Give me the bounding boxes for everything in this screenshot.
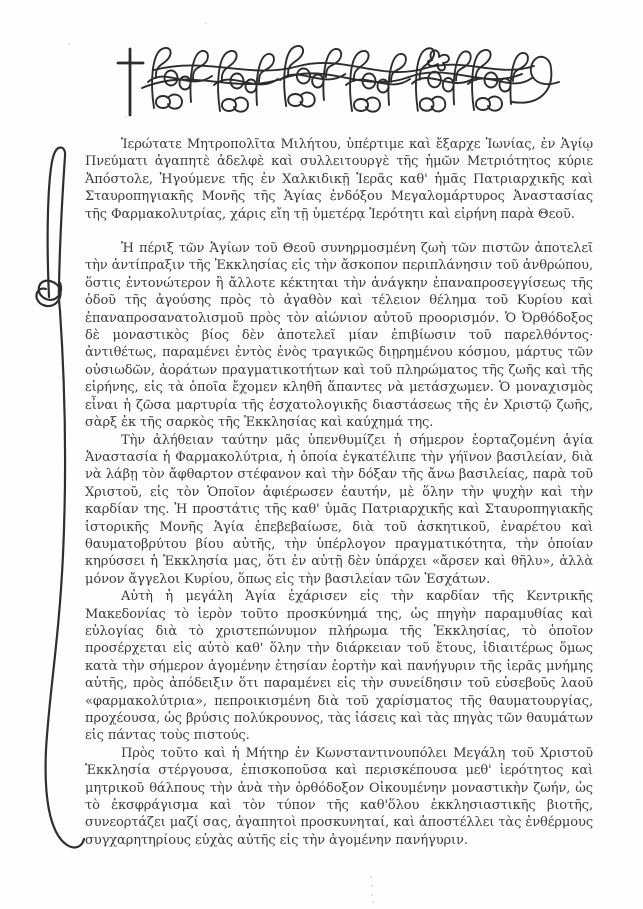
scan-speck [125,116,127,118]
body-paragraph-1: Ἡ πέριξ τῶν Ἁγίων τοῦ Θεοῦ συνηρμοσμένη ζωὴ τῶν πιστῶν ἀποτελεῖ τὴν ἀντίπραξιν τῆς Ἐκκλησίας εἰς τὴν ἄσκοπον περιπλάνησιν τοῦ ἀνθρώπου, ὅστις ἐντονώτερον ἢ ἄλλοτε κέκτηται τὴν ἀνάγκην ἐπαναπροσεγγίσεως τῆς ὁδοῦ τῆς ἀγούσης πρὸς τὸ ἀγαθὸν καὶ τέλειον θέλημα τοῦ Κυρίου καὶ ἐπαναπροσανατολισμοῦ πρὸς τὸν αἰώνιον αὐτοῦ προορισμόν. Ὁ Ὀρθόδοξος δὲ μοναστικὸς βίος δὲν ἀποτελεῖ μίαν ἐπιβίωσιν τοῦ παρελθόντος· ἀντιθέτως, παραμένει ἐντὸς ἑνὸς τραγικῶς διῃρημένου κόσμου, μάρτυς τῶν οὐσιωδῶν, ἀοράτων πραγματικοτήτων καὶ τοῦ πληρώματος τῆς ζωῆς καὶ τῆς εἰρήνης, εἰς τὰ ὁποῖα ἔχομεν κληθῆ ἅπαντες νὰ μετάσχωμεν. Ὁ μοναχισμὸς εἶναι ἡ ζῶσα μαρτυρία τῆς ἐσχατολογικῆς διαστάσεως τῆς ἐν Χριστῷ ζωῆς, σὰρξ ἐκ τῆς σαρκὸς τῆς Ἐκκλησίας καὶ καύχημά της. [85,241,593,431]
salutation-paragraph: Ἱερώτατε Μητροπολῖτα Μιλήτου, ὑπέρτιμε καὶ ἔξαρχε Ἰωνίας, ἐν Ἁγίῳ Πνεύματι ἀγαπητὲ ἀδελφὲ καὶ συλλειτουργὲ τῆς ἡμῶν Μετριότητος κύριε Ἀπόστολε, Ἡγούμενε τῆς ἐν Χαλκιδικῇ Ἱερᾶς καθ' ἡμᾶς Πατριαρχικῆς καὶ Σταυροπηγιακῆς Μονῆς τῆς Ἁγίας ἐνδόξου Μεγαλομάρτυρος Ἀναστασίας τῆς Φαρμακολυτρίας, χάρις εἴη τῇ ὑμετέρᾳ Ἱερότητι καὶ εἰρήνη παρὰ Θεοῦ. [85,137,593,222]
patriarchal-signature-calligraphy-icon [114,40,566,120]
scan-speck [205,22,207,24]
scan-artifact-dot [371,885,373,887]
scan-speck [68,43,70,45]
body-paragraph-3: Αὐτὴ ἡ μεγάλη Ἁγία ἐχάρισεν εἰς τὴν καρδίαν τῆς Κεντρικῆς Μακεδονίας τὸ ἱερὸν τοῦτο προσκύνημά της, ὡς πηγὴν παραμυθίας καὶ εὐλογίας διὰ τὸ χριστεπώνυμον πλήρωμα τῆς Ἐκκλησίας, τὸ ὁποῖον προσέρχεται εἰς αὐτὸ καθ' ὅλην τὴν διάρκειαν τοῦ ἔτους, ἰδιαιτέρως ὅμως κατὰ τὴν σήμερον ἀγομένην ἐτησίαν ἑορτὴν καὶ πανήγυριν τῆς ἱερᾶς μνήμης αὐτῆς, πρὸς ἀπόδειξιν ὅτι παραμένει εἰς τὴν συνείδησιν τοῦ εὐσεβοῦς λαοῦ «φαρμακολύτρια», πεπροικισμένη διὰ τοῦ χαρίσματος τῆς θαυματουργίας, προχέουσα, ὡς βρύσις πολύκρουνος, τὰς ἰάσεις καὶ τὰς πηγὰς τῶν θαυμάτων εἰς πάντας τοὺς πιστούς. [85,589,593,744]
scan-artifact-dot [371,894,373,896]
letter-body [85,136,593,849]
body-paragraph-4: Πρὸς τοῦτο καὶ ἡ Μήτηρ ἐν Κωνσταντινουπόλει Μεγάλη τοῦ Χριστοῦ Ἐκκλησία στέργουσα, ἐπισκοποῦσα καὶ περισκέπουσα μεθ' ἱερότητος καὶ μητρικοῦ θάλπους τὴν ἀνὰ τὴν ὀρθόδοξον Οἰκουμένην μοναστικὴν ζωήν, ὡς τὸ ἐκσφράγισμα καὶ τὸν τύπον τῆς καθ'ὅλου ἐκκλησιαστικῆς βιοτῆς, συνεορτάζει μαζί σας, ἀγαπητοὶ προσκυνηταί, καὶ ἀποστέλλει τὰς ἐνθέρμους συγχαρητηρίους εὐχὰς αὐτῆς εἰς τὴν ἀγομένην πανήγυριν. [85,745,593,848]
signature-tail-flourish-icon [512,57,559,103]
scan-artifact-dot [370,876,372,878]
body-paragraph-2: Τὴν ἀλήθειαν ταύτην μᾶς ὑπενθυμίζει ἡ σήμερον ἑορταζομένη ἁγία Ἀναστασία ἡ Φαρμακολύτρια, ἡ ὁποία ἐγκατέλιπε τὴν γήϊνον βασιλείαν, διὰ νὰ λάβῃ τὸν ἄφθαρτον στέφανον καὶ τὴν δόξαν τῆς ἄνω βασιλείας, παρὰ τοῦ Χριστοῦ, εἰς τὸν Ὁποῖον ἀφιέρωσεν ἑαυτήν, μὲ ὅλην τὴν ψυχὴν καὶ τὴν καρδίαν της. Ἡ προστάτις τῆς καθ' ὑμᾶς Πατριαρχικῆς καὶ Σταυροπηγιακῆς ἱστορικῆς Μονῆς Ἁγία ἐπεβεβαίωσε, διὰ τοῦ ἀσκητικοῦ, ἐναρέτου καὶ θαυματοβρύτου βίου αὐτῆς, τὴν ὑπέρλογον πραγματικότητα, τὴν ὁποίαν κηρύσσει ἡ Ἐκκλησία μας, ὅτι ἐν αὐτῇ δὲν ὑπάρχει «ἄρσεν καὶ θῆλυ», ἀλλὰ μόνον ἄγγελοι Κυρίου, ὅπως εἰς τὴν βασιλείαν τῶν Ἐσχάτων. [85,432,593,587]
scan-artifact-dot [372,901,374,903]
